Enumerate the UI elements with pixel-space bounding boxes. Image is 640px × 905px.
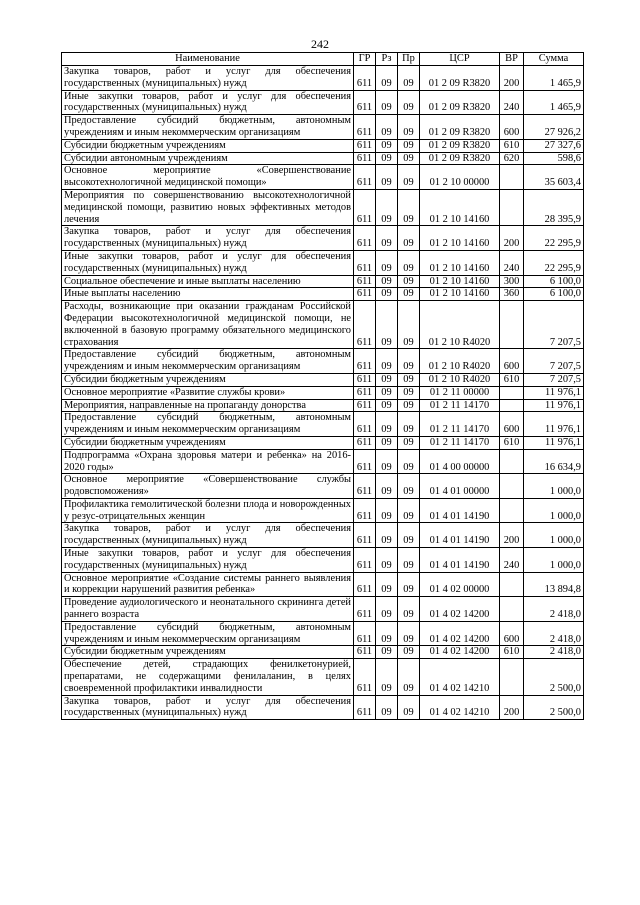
cell-sum: 11 976,1: [524, 386, 584, 399]
cell-name: Профилактика гемолитической болезни плода и новорожденных у резус-отрицательных женщин: [62, 498, 354, 523]
cell-csr: 01 2 10 14160: [420, 275, 500, 288]
header-pr: Пр: [398, 53, 420, 66]
cell-vr: 610: [500, 139, 524, 152]
cell-name: Мероприятия по совершенствованию высокотехнологичной медицинской помощи, развитию новых эффективных методов лечения: [62, 189, 354, 225]
cell-pr: 09: [398, 301, 420, 349]
cell-pr: 09: [398, 189, 420, 225]
cell-pr: 09: [398, 646, 420, 659]
cell-name: Предоставление субсидий бюджетным, автономным учреждениям и иным некоммерческим организациям: [62, 621, 354, 646]
cell-name: Основное мероприятие «Совершенствование высокотехнологичной медицинской помощи»: [62, 165, 354, 190]
cell-name: Субсидии бюджетным учреждениям: [62, 139, 354, 152]
cell-pr: 09: [398, 115, 420, 140]
cell-csr: 01 2 10 R4020: [420, 349, 500, 374]
cell-gr: 611: [354, 436, 376, 449]
cell-sum: 1 000,0: [524, 548, 584, 573]
cell-rz: 09: [376, 301, 398, 349]
cell-sum: 1 465,9: [524, 90, 584, 115]
cell-gr: 611: [354, 165, 376, 190]
cell-vr: 240: [500, 548, 524, 573]
cell-vr: 600: [500, 621, 524, 646]
cell-name: Расходы, возникающие при оказании гражданам Российской Федерации высокотехнологичной медицинской помощи, не включенной в базовую программу обязательного медицинского страхования: [62, 301, 354, 349]
table-row: [62, 412, 584, 437]
cell-sum: 7 207,5: [524, 349, 584, 374]
table-row: [62, 646, 584, 659]
cell-vr: 240: [500, 90, 524, 115]
table-row: [62, 373, 584, 386]
cell-vr: [500, 474, 524, 499]
cell-name: Субсидии автономным учреждениям: [62, 152, 354, 165]
cell-pr: 09: [398, 436, 420, 449]
cell-csr: 01 2 09 R3820: [420, 139, 500, 152]
cell-rz: 09: [376, 373, 398, 386]
cell-vr: 610: [500, 373, 524, 386]
cell-gr: 611: [354, 66, 376, 91]
header-name: Наименование: [62, 53, 354, 66]
header-gr: ГР: [354, 53, 376, 66]
cell-vr: [500, 572, 524, 597]
cell-rz: 09: [376, 275, 398, 288]
cell-rz: 09: [376, 386, 398, 399]
cell-rz: 09: [376, 349, 398, 374]
cell-gr: 611: [354, 548, 376, 573]
cell-gr: 611: [354, 386, 376, 399]
cell-csr: 01 2 11 00000: [420, 386, 500, 399]
cell-csr: 01 2 10 R4020: [420, 373, 500, 386]
cell-pr: 09: [398, 373, 420, 386]
cell-name: Предоставление субсидий бюджетным, автономным учреждениям и иным некоммерческим организациям: [62, 349, 354, 374]
cell-vr: [500, 165, 524, 190]
cell-csr: 01 4 01 14190: [420, 548, 500, 573]
table-row: [62, 399, 584, 412]
cell-sum: 6 100,0: [524, 288, 584, 301]
cell-name: Субсидии бюджетным учреждениям: [62, 373, 354, 386]
table-row: [62, 152, 584, 165]
cell-gr: 611: [354, 399, 376, 412]
table-row: [62, 66, 584, 91]
cell-csr: 01 2 09 R3820: [420, 115, 500, 140]
cell-gr: 611: [354, 523, 376, 548]
cell-rz: 09: [376, 115, 398, 140]
cell-rz: 09: [376, 288, 398, 301]
cell-csr: 01 4 02 14210: [420, 695, 500, 720]
cell-name: Подпрограмма «Охрана здоровья матери и ребенка» на 2016-2020 годы»: [62, 449, 354, 474]
cell-pr: 09: [398, 165, 420, 190]
cell-csr: 01 4 02 00000: [420, 572, 500, 597]
table-row: [62, 597, 584, 622]
cell-gr: 611: [354, 572, 376, 597]
cell-pr: 09: [398, 548, 420, 573]
cell-sum: 2 500,0: [524, 695, 584, 720]
cell-name: Предоставление субсидий бюджетным, автономным учреждениям и иным некоммерческим организациям: [62, 115, 354, 140]
cell-pr: 09: [398, 597, 420, 622]
cell-name: Закупка товаров, работ и услуг для обеспечения государственных (муниципальных) нужд: [62, 226, 354, 251]
table-row: [62, 301, 584, 349]
cell-vr: [500, 301, 524, 349]
cell-rz: 09: [376, 139, 398, 152]
cell-name: Основное мероприятие «Развитие службы крови»: [62, 386, 354, 399]
cell-sum: 13 894,8: [524, 572, 584, 597]
cell-vr: 620: [500, 152, 524, 165]
table-header-row: [62, 53, 584, 66]
cell-pr: 09: [398, 152, 420, 165]
table-row: [62, 695, 584, 720]
cell-gr: 611: [354, 189, 376, 225]
table-row: [62, 165, 584, 190]
cell-vr: 600: [500, 115, 524, 140]
cell-vr: 300: [500, 275, 524, 288]
cell-sum: 1 000,0: [524, 498, 584, 523]
cell-pr: 09: [398, 695, 420, 720]
cell-vr: [500, 597, 524, 622]
cell-pr: 09: [398, 386, 420, 399]
cell-rz: 09: [376, 597, 398, 622]
cell-csr: 01 2 09 R3820: [420, 152, 500, 165]
cell-vr: [500, 449, 524, 474]
cell-sum: 2 418,0: [524, 621, 584, 646]
table-row: [62, 275, 584, 288]
cell-pr: 09: [398, 659, 420, 695]
cell-csr: 01 2 11 14170: [420, 399, 500, 412]
cell-sum: 2 500,0: [524, 659, 584, 695]
cell-sum: 598,6: [524, 152, 584, 165]
cell-gr: 611: [354, 275, 376, 288]
cell-name: Закупка товаров, работ и услуг для обеспечения государственных (муниципальных) нужд: [62, 66, 354, 91]
cell-pr: 09: [398, 449, 420, 474]
cell-gr: 611: [354, 301, 376, 349]
cell-csr: 01 4 01 00000: [420, 474, 500, 499]
cell-csr: 01 2 09 R3820: [420, 66, 500, 91]
cell-sum: 22 295,9: [524, 226, 584, 251]
cell-rz: 09: [376, 621, 398, 646]
cell-gr: 611: [354, 373, 376, 386]
cell-vr: [500, 659, 524, 695]
budget-table: [61, 52, 584, 720]
cell-vr: [500, 399, 524, 412]
cell-vr: 200: [500, 523, 524, 548]
cell-gr: 611: [354, 226, 376, 251]
cell-rz: 09: [376, 548, 398, 573]
cell-csr: 01 2 10 00000: [420, 165, 500, 190]
cell-pr: 09: [398, 66, 420, 91]
cell-name: Иные выплаты населению: [62, 288, 354, 301]
cell-rz: 09: [376, 165, 398, 190]
cell-rz: 09: [376, 436, 398, 449]
cell-name: Иные закупки товаров, работ и услуг для обеспечения государственных (муниципальных) нужд: [62, 548, 354, 573]
cell-sum: 28 395,9: [524, 189, 584, 225]
table-row: [62, 139, 584, 152]
cell-gr: 611: [354, 646, 376, 659]
header-csr: ЦСР: [420, 53, 500, 66]
table-row: [62, 572, 584, 597]
cell-rz: 09: [376, 152, 398, 165]
cell-vr: 610: [500, 436, 524, 449]
cell-vr: 200: [500, 695, 524, 720]
cell-vr: [500, 498, 524, 523]
cell-rz: 09: [376, 474, 398, 499]
cell-gr: 611: [354, 139, 376, 152]
cell-pr: 09: [398, 90, 420, 115]
cell-sum: 6 100,0: [524, 275, 584, 288]
cell-pr: 09: [398, 288, 420, 301]
cell-sum: 7 207,5: [524, 373, 584, 386]
cell-csr: 01 4 01 14190: [420, 523, 500, 548]
table-row: [62, 449, 584, 474]
cell-sum: 11 976,1: [524, 412, 584, 437]
cell-gr: 611: [354, 659, 376, 695]
cell-rz: 09: [376, 523, 398, 548]
cell-vr: [500, 386, 524, 399]
cell-name: Иные закупки товаров, работ и услуг для обеспечения государственных (муниципальных) нужд: [62, 90, 354, 115]
cell-pr: 09: [398, 226, 420, 251]
cell-pr: 09: [398, 498, 420, 523]
cell-rz: 09: [376, 66, 398, 91]
cell-csr: 01 4 02 14200: [420, 597, 500, 622]
cell-name: Предоставление субсидий бюджетным, автономным учреждениям и иным некоммерческим организациям: [62, 412, 354, 437]
cell-sum: 11 976,1: [524, 436, 584, 449]
cell-csr: 01 2 10 14160: [420, 226, 500, 251]
cell-gr: 611: [354, 621, 376, 646]
cell-gr: 611: [354, 90, 376, 115]
cell-csr: 01 2 10 14160: [420, 250, 500, 275]
table-body: [62, 66, 584, 720]
table-row: [62, 288, 584, 301]
cell-sum: 27 327,6: [524, 139, 584, 152]
cell-sum: 11 976,1: [524, 399, 584, 412]
cell-name: Закупка товаров, работ и услуг для обеспечения государственных (муниципальных) нужд: [62, 523, 354, 548]
cell-pr: 09: [398, 523, 420, 548]
cell-pr: 09: [398, 349, 420, 374]
table-row: [62, 436, 584, 449]
cell-pr: 09: [398, 572, 420, 597]
header-vr: ВР: [500, 53, 524, 66]
cell-csr: 01 2 11 14170: [420, 436, 500, 449]
cell-rz: 09: [376, 659, 398, 695]
cell-csr: 01 2 10 R4020: [420, 301, 500, 349]
cell-name: Обеспечение детей, страдающих фенилкетонурией, препаратами, не содержащими фенилаланин, в целях своевременной профилактики инвалидности: [62, 659, 354, 695]
cell-vr: 200: [500, 66, 524, 91]
cell-gr: 611: [354, 115, 376, 140]
table-row: [62, 498, 584, 523]
cell-gr: 611: [354, 250, 376, 275]
cell-gr: 611: [354, 412, 376, 437]
table-row: [62, 226, 584, 251]
cell-rz: 09: [376, 399, 398, 412]
table-row: [62, 189, 584, 225]
cell-gr: 611: [354, 695, 376, 720]
table-row: [62, 349, 584, 374]
cell-vr: 600: [500, 412, 524, 437]
cell-pr: 09: [398, 474, 420, 499]
cell-csr: 01 2 10 14160: [420, 288, 500, 301]
table-row: [62, 250, 584, 275]
cell-gr: 611: [354, 288, 376, 301]
cell-gr: 611: [354, 498, 376, 523]
cell-name: Субсидии бюджетным учреждениям: [62, 646, 354, 659]
cell-rz: 09: [376, 498, 398, 523]
cell-pr: 09: [398, 412, 420, 437]
cell-rz: 09: [376, 572, 398, 597]
table-row: [62, 659, 584, 695]
cell-csr: 01 2 11 14170: [420, 412, 500, 437]
cell-vr: 240: [500, 250, 524, 275]
table-row: [62, 386, 584, 399]
cell-sum: 1 000,0: [524, 523, 584, 548]
cell-csr: 01 4 02 14210: [420, 659, 500, 695]
cell-sum: 2 418,0: [524, 646, 584, 659]
cell-pr: 09: [398, 621, 420, 646]
cell-rz: 09: [376, 226, 398, 251]
cell-rz: 09: [376, 90, 398, 115]
cell-pr: 09: [398, 250, 420, 275]
cell-gr: 611: [354, 597, 376, 622]
header-sum: Сумма: [524, 53, 584, 66]
cell-vr: 200: [500, 226, 524, 251]
cell-name: Основное мероприятие «Создание системы раннего выявления и коррекции нарушений развития ребенка»: [62, 572, 354, 597]
cell-rz: 09: [376, 250, 398, 275]
cell-rz: 09: [376, 189, 398, 225]
cell-sum: 35 603,4: [524, 165, 584, 190]
cell-gr: 611: [354, 152, 376, 165]
table-row: [62, 474, 584, 499]
table-row: [62, 621, 584, 646]
cell-sum: 1 000,0: [524, 474, 584, 499]
header-rz: Рз: [376, 53, 398, 66]
cell-sum: 16 634,9: [524, 449, 584, 474]
cell-pr: 09: [398, 139, 420, 152]
cell-gr: 611: [354, 449, 376, 474]
cell-csr: 01 4 02 14200: [420, 621, 500, 646]
cell-name: Иные закупки товаров, работ и услуг для обеспечения государственных (муниципальных) нужд: [62, 250, 354, 275]
cell-sum: 22 295,9: [524, 250, 584, 275]
cell-gr: 611: [354, 349, 376, 374]
cell-csr: 01 4 00 00000: [420, 449, 500, 474]
cell-csr: 01 2 10 14160: [420, 189, 500, 225]
cell-rz: 09: [376, 449, 398, 474]
table-row: [62, 90, 584, 115]
cell-name: Проведение аудиологического и неонатального скрининга детей раннего возраста: [62, 597, 354, 622]
cell-vr: 600: [500, 349, 524, 374]
table-row: [62, 548, 584, 573]
cell-name: Социальное обеспечение и иные выплаты населению: [62, 275, 354, 288]
cell-sum: 27 926,2: [524, 115, 584, 140]
table-row: [62, 115, 584, 140]
cell-vr: 610: [500, 646, 524, 659]
page-number: 242: [311, 37, 329, 51]
cell-rz: 09: [376, 695, 398, 720]
cell-csr: 01 4 01 14190: [420, 498, 500, 523]
cell-name: Мероприятия, направленные на пропаганду донорства: [62, 399, 354, 412]
cell-pr: 09: [398, 275, 420, 288]
cell-name: Закупка товаров, работ и услуг для обеспечения государственных (муниципальных) нужд: [62, 695, 354, 720]
cell-vr: 360: [500, 288, 524, 301]
cell-sum: 1 465,9: [524, 66, 584, 91]
cell-csr: 01 2 09 R3820: [420, 90, 500, 115]
table-row: [62, 523, 584, 548]
cell-name: Субсидии бюджетным учреждениям: [62, 436, 354, 449]
cell-vr: [500, 189, 524, 225]
cell-csr: 01 4 02 14200: [420, 646, 500, 659]
cell-name: Основное мероприятие «Совершенствование службы родовспоможения»: [62, 474, 354, 499]
cell-sum: 2 418,0: [524, 597, 584, 622]
cell-gr: 611: [354, 474, 376, 499]
cell-rz: 09: [376, 412, 398, 437]
cell-pr: 09: [398, 399, 420, 412]
cell-rz: 09: [376, 646, 398, 659]
cell-sum: 7 207,5: [524, 301, 584, 349]
